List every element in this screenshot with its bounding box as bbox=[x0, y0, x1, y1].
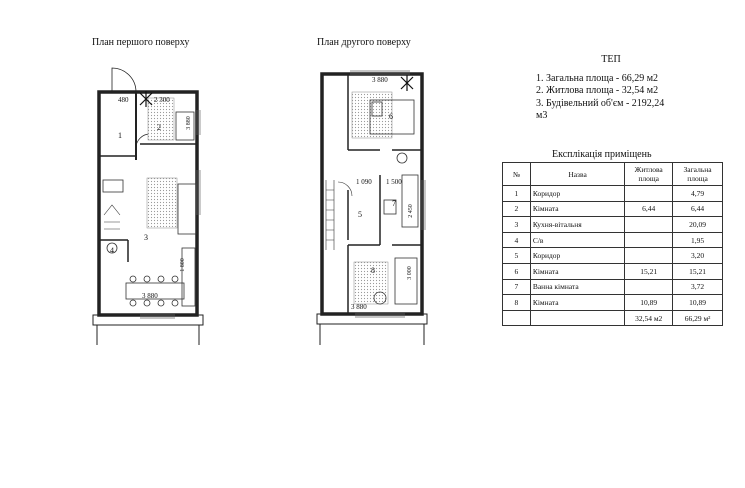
row-living bbox=[625, 232, 673, 248]
row-living: 10,89 bbox=[625, 295, 673, 311]
row-name: Кухня-вітальня bbox=[530, 217, 624, 233]
dim-480: 480 bbox=[118, 96, 129, 104]
totals-total: 66,29 м² bbox=[673, 310, 723, 326]
row-number: 5 bbox=[503, 248, 531, 264]
row-living: 15,21 bbox=[625, 263, 673, 279]
row-living: 6,44 bbox=[625, 201, 673, 217]
row-living bbox=[625, 186, 673, 202]
row-total: 4,79 bbox=[673, 186, 723, 202]
totals-living: 32,54 м2 bbox=[625, 310, 673, 326]
row-name: Коридор bbox=[530, 186, 624, 202]
table-row bbox=[503, 279, 723, 295]
row-number: 1 bbox=[503, 186, 531, 202]
row-number: 8 bbox=[503, 295, 531, 311]
explication-table bbox=[502, 162, 723, 326]
room-5-label: 5 bbox=[358, 210, 362, 219]
row-name: С/в bbox=[530, 232, 624, 248]
row-number: 2 bbox=[503, 201, 531, 217]
row-living bbox=[625, 279, 673, 295]
room-6-label: 6 bbox=[389, 112, 393, 121]
row-total: 15,21 bbox=[673, 263, 723, 279]
tep-line-volume: 3. Будівельний об'єм - 2192,24 bbox=[536, 97, 665, 109]
plan1-title: План першого поверху bbox=[92, 37, 190, 48]
dim-1090: 1 090 bbox=[356, 178, 372, 186]
row-name: Кімната bbox=[530, 295, 624, 311]
row-name: Кімната bbox=[530, 263, 624, 279]
tep-line-total-area: 1. Загальна площа - 66,29 м2 bbox=[536, 72, 659, 84]
tep-line-living-area: 2. Житлова площа - 32,54 м2 bbox=[536, 85, 659, 96]
room-1-label: 1 bbox=[118, 131, 122, 140]
room-8-label: 8 bbox=[371, 266, 375, 275]
header-number: № bbox=[503, 163, 531, 186]
header-total-area: Загальна площа bbox=[673, 163, 723, 186]
dim-3880-vertical: 3 880 bbox=[185, 116, 192, 130]
explication-header-row bbox=[503, 163, 723, 186]
totals-row bbox=[503, 310, 723, 326]
row-number: 3 bbox=[503, 217, 531, 233]
room-4-label: 4 bbox=[110, 246, 114, 255]
dim-3880-bottom-2: 3 880 bbox=[351, 303, 367, 311]
dim-1500: 1 500 bbox=[386, 178, 402, 186]
row-total: 1,95 bbox=[673, 232, 723, 248]
row-number: 6 bbox=[503, 263, 531, 279]
table-row bbox=[503, 186, 723, 202]
dim-2450: 2 450 bbox=[407, 204, 414, 218]
plan2-title: План другого поверху bbox=[317, 37, 411, 48]
explication-title: Експлікація приміщень bbox=[552, 149, 652, 160]
row-name: Ванна кімната bbox=[530, 279, 624, 295]
table-row bbox=[503, 295, 723, 311]
table-row bbox=[503, 248, 723, 264]
row-living bbox=[625, 248, 673, 264]
table-row bbox=[503, 263, 723, 279]
row-name: Кімната bbox=[530, 201, 624, 217]
room-2-label: 2 bbox=[157, 123, 161, 132]
row-total: 20,09 bbox=[673, 217, 723, 233]
dim-2300: 2 300 bbox=[154, 96, 170, 104]
row-total: 6,44 bbox=[673, 201, 723, 217]
table-row bbox=[503, 232, 723, 248]
header-living-area: Житлова площа bbox=[625, 163, 673, 186]
room-3-label: 3 bbox=[144, 233, 148, 242]
dim-3000: 3 000 bbox=[406, 266, 413, 280]
row-total: 3,20 bbox=[673, 248, 723, 264]
dim-3880-top: 3 880 bbox=[372, 76, 388, 84]
tep-line-volume-unit: м3 bbox=[536, 110, 548, 121]
dim-1800: 1 800 bbox=[179, 258, 186, 272]
dim-3880-bottom: 3 880 bbox=[142, 292, 158, 300]
row-total: 10,89 bbox=[673, 295, 723, 311]
row-number: 7 bbox=[503, 279, 531, 295]
totals-empty-cell bbox=[503, 310, 531, 326]
room-7-label: 7 bbox=[392, 199, 396, 208]
row-number: 4 bbox=[503, 232, 531, 248]
header-name: Назва bbox=[530, 163, 624, 186]
tep-title: ТЕП bbox=[601, 54, 621, 65]
table-row bbox=[503, 201, 723, 217]
row-living bbox=[625, 217, 673, 233]
tep-block bbox=[536, 54, 686, 123]
row-name: Коридор bbox=[530, 248, 624, 264]
totals-empty-cell bbox=[530, 310, 624, 326]
row-total: 3,72 bbox=[673, 279, 723, 295]
table-row bbox=[503, 217, 723, 233]
plant-icon bbox=[401, 75, 413, 91]
